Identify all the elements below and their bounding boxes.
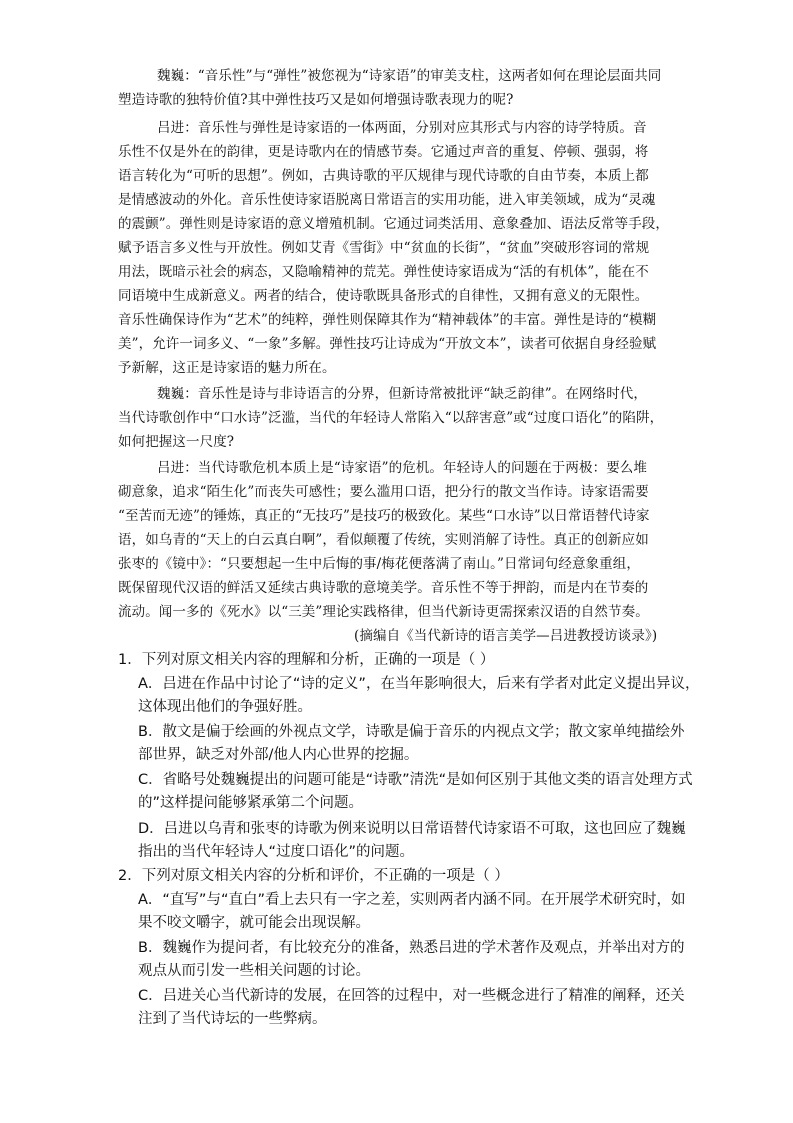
passage-line: 美”，允许一词多义、“一象”多解。弹性技巧让诗成为“开放文本”，读者可依据自身经验赋 <box>118 336 657 352</box>
passage-line: 流动。闻一多的《死水》以“三美”理论实践格律，但当代新诗更需探索汉语的自然节奏。 <box>118 604 649 620</box>
passage-line: 如何把握这一尺度? <box>118 434 235 450</box>
passage-line: “至苦而无迹”的锤炼，真正的“无技巧”是技巧的极致化。某些“口水诗”以日常语替代诗家 <box>118 508 650 524</box>
passage-line: 乐性不仅是外在的韵律，更是诗歌内在的情感节奏。它通过声音的重复、停顿、强弱，将 <box>118 144 649 160</box>
q1-option-b[interactable]: B．散文是偏于绘画的外视点文学，诗歌是偏于音乐的内视点文学；散文家单纯描绘外 <box>138 724 685 740</box>
q2-option-a[interactable]: A．“直写”与“直白”看上去只有一字之差，实则两者内涵不同。在开展学术研究时，如 <box>138 892 686 908</box>
passage-line: 魏巍：“音乐性”与“弹性”被您视为“诗家语”的审美支柱，这两者如何在理论层面共同 <box>157 68 662 84</box>
q2-option-c-cont: 注到了当代诗坛的一些弊病。 <box>138 1011 327 1027</box>
q2-option-b[interactable]: B．魏巍作为提问者，有比较充分的准备，熟悉吕进的学术著作及观点，并举出对方的 <box>138 940 685 956</box>
passage-line: 语，如乌青的“天上的白云真白啊”，看似颠覆了传统，实则消解了诗性。真正的创新应如 <box>118 532 649 548</box>
passage-line: 塑造诗歌的独特价值?其中弹性技巧又是如何增强诗歌表现力的呢? <box>118 92 514 108</box>
passage-line: 赋予语言多义性与开放性。例如艾青《雪街》中“贫血的长街”，“贫血”突破形容词的常规 <box>118 240 650 256</box>
q1-option-a[interactable]: A．吕进在作品中讨论了“诗的定义”，在当年影响很大，后来有学者对此定义提出异议， <box>138 676 700 692</box>
passage-line: 张枣的《镜中》：“只要想起一生中后悔的事/梅花便落满了南山。”日常词句经意象重组， <box>118 556 640 572</box>
q1-option-d[interactable]: D．吕进以乌青和张枣的诗歌为例来说明以日常语替代诗家语不可取，这也回应了魏巍 <box>138 821 686 837</box>
q1-option-b-cont: 部世界，缺乏对外部/他人内心世界的挖掘。 <box>138 747 419 763</box>
q1-option-a-cont: 这体现出他们的争强好胜。 <box>138 699 312 715</box>
passage-line: 是情感波动的外化。音乐性使诗家语脱离日常语言的实用功能，进入审美领域，成为“灵魂 <box>118 192 656 208</box>
passage-line: 当代诗歌创作中“口水诗”泛滥，当代的年轻诗人常陷入“以辞害意”或“过度口语化”的陷阱， <box>118 410 664 426</box>
passage-line: 同语境中生成新意义。两者的结合，使诗歌既具备形式的自律性，又拥有意义的无限性。 <box>118 288 649 304</box>
q2-option-b-cont: 观点从而引发一些相关问题的讨论。 <box>138 963 370 979</box>
passage-line: 语言转化为“可听的思想”。例如，古典诗歌的平仄规律与现代诗歌的自由节奏，本质上都 <box>118 168 649 184</box>
q2-option-a-cont: 果不咬文嚼字，就可能会出现误解。 <box>138 915 370 931</box>
question-1-stem: 1．下列对原文相关内容的理解和分析，正确的一项是（ ） <box>118 652 495 668</box>
q1-option-c-cont: 的”这样提问能够紧承第二个问题。 <box>138 795 364 811</box>
source-citation: (摘编自《当代新诗的语言美学—吕进教授访谈录》) <box>354 628 658 644</box>
q1-option-d-cont: 指出的当代年轻诗人“过度口语化”的问题。 <box>138 844 415 860</box>
passage-line: 的震颤”。弹性则是诗家语的意义增殖机制。它通过词类活用、意象叠加、语法反常等手段， <box>118 216 669 232</box>
q2-option-c[interactable]: C．吕进关心当代新诗的发展，在回答的过程中，对一些概念进行了精准的阐释，还关 <box>138 988 685 1004</box>
passage-line: 砌意象，追求“陌生化”而丧失可感性；要么滥用口语，把分行的散文当作诗。诗家语需要 <box>118 484 649 500</box>
q1-option-c[interactable]: C．省略号处魏巍提出的问题可能是“诗歌”清洗“是如何区别于其他文类的语言处理方式 <box>138 772 693 788</box>
passage-line: 吕进：音乐性与弹性是诗家语的一体两面，分别对应其形式与内容的诗学特质。音 <box>157 120 647 136</box>
passage-line: 用法，既暗示社会的病态，又隐喻精神的荒芜。弹性使诗家语成为“活的有机体”，能在不 <box>118 264 649 280</box>
question-2-stem: 2．下列对原文相关内容的分析和评价，不正确的一项是（ ） <box>118 868 509 884</box>
passage-line: 吕进：当代诗歌危机本质上是“诗家语”的危机。年轻诗人的问题在于两极：要么堆 <box>157 460 648 476</box>
passage-line: 音乐性确保诗作为“艺术”的纯粹，弹性则保障其作为“精神载体”的丰富。弹性是诗的“模糊 <box>118 312 657 328</box>
passage-line: 既保留现代汉语的鲜活又延续古典诗歌的意境美学。音乐性不等于押韵，而是内在节奏的 <box>118 580 649 596</box>
passage-line: 魏巍：音乐性是诗与非诗语言的分界，但新诗常被批评“缺乏韵律”。在网络时代， <box>157 386 648 402</box>
passage-line: 予新解，这正是诗家语的魅力所在。 <box>118 360 336 376</box>
